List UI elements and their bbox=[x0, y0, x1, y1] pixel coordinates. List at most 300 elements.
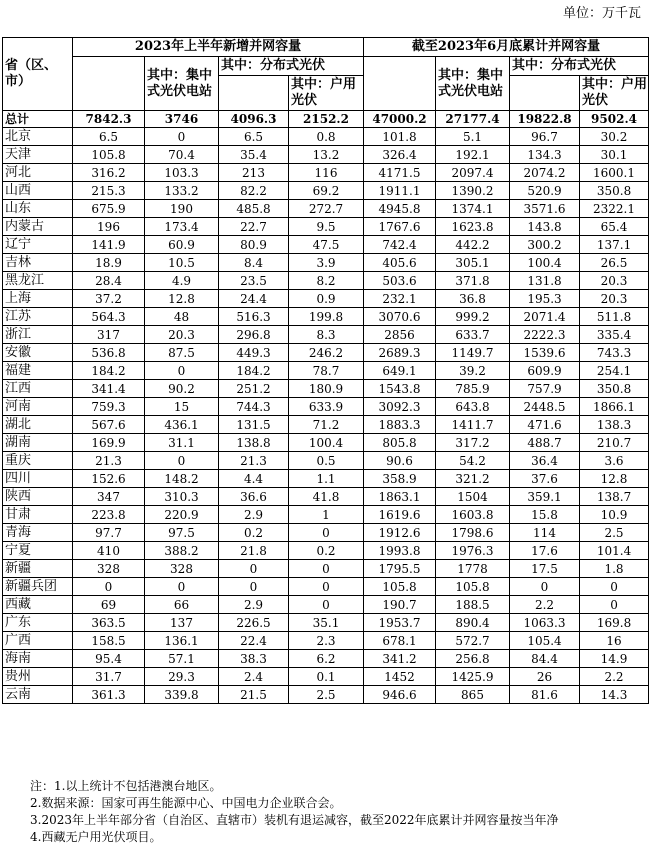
province-name: 河南 bbox=[3, 398, 73, 416]
table-row bbox=[3, 344, 649, 362]
table-cell: 47.5 bbox=[289, 236, 364, 254]
total-cell: 47000.2 bbox=[364, 111, 436, 128]
table-row bbox=[3, 632, 649, 650]
table-cell: 0 bbox=[145, 578, 219, 596]
table-cell: 134.3 bbox=[510, 146, 580, 164]
table-cell: 1149.7 bbox=[436, 344, 510, 362]
table-cell: 317.2 bbox=[436, 434, 510, 452]
total-cell: 4096.3 bbox=[219, 111, 289, 128]
table-cell: 649.1 bbox=[364, 362, 436, 380]
table-cell: 101.4 bbox=[580, 542, 649, 560]
table-cell: 0.8 bbox=[289, 128, 364, 146]
table-cell: 326.4 bbox=[364, 146, 436, 164]
table-cell: 0 bbox=[145, 452, 219, 470]
table-row bbox=[3, 506, 649, 524]
table-cell: 184.2 bbox=[73, 362, 145, 380]
table-cell: 220.9 bbox=[145, 506, 219, 524]
table-row bbox=[3, 146, 649, 164]
total-cell: 9502.4 bbox=[580, 111, 649, 128]
table-cell: 100.4 bbox=[510, 254, 580, 272]
table-cell: 190 bbox=[145, 200, 219, 218]
table-cell: 8.2 bbox=[289, 272, 364, 290]
table-cell: 1063.3 bbox=[510, 614, 580, 632]
table-cell: 254.1 bbox=[580, 362, 649, 380]
table-cell: 36.8 bbox=[436, 290, 510, 308]
table-cell: 316.2 bbox=[73, 164, 145, 182]
table-row bbox=[3, 614, 649, 632]
table-cell: 5.1 bbox=[436, 128, 510, 146]
header-cum-household: 其中：户用光伏 bbox=[580, 76, 649, 111]
table-cell: 2322.1 bbox=[580, 200, 649, 218]
table-cell: 0.1 bbox=[289, 668, 364, 686]
table-cell: 2689.3 bbox=[364, 344, 436, 362]
table-cell: 1504 bbox=[436, 488, 510, 506]
table-cell: 131.8 bbox=[510, 272, 580, 290]
table-cell: 0.2 bbox=[219, 524, 289, 542]
table-cell: 328 bbox=[145, 560, 219, 578]
table-cell: 192.1 bbox=[436, 146, 510, 164]
table-cell: 223.8 bbox=[73, 506, 145, 524]
table-cell: 341.4 bbox=[73, 380, 145, 398]
table-cell: 2222.3 bbox=[510, 326, 580, 344]
table-cell: 361.3 bbox=[73, 686, 145, 704]
table-cell: 2.2 bbox=[580, 668, 649, 686]
table-row bbox=[3, 668, 649, 686]
table-cell: 31.7 bbox=[73, 668, 145, 686]
table-cell: 65.4 bbox=[580, 218, 649, 236]
table-cell: 20.3 bbox=[145, 326, 219, 344]
table-cell: 37.2 bbox=[73, 290, 145, 308]
table-cell: 0 bbox=[580, 596, 649, 614]
table-cell: 350.8 bbox=[580, 182, 649, 200]
province-name: 黑龙江 bbox=[3, 272, 73, 290]
table-cell: 4945.8 bbox=[364, 200, 436, 218]
table-cell: 2097.4 bbox=[436, 164, 510, 182]
table-cell: 757.9 bbox=[510, 380, 580, 398]
province-name: 吉林 bbox=[3, 254, 73, 272]
table-cell: 251.2 bbox=[219, 380, 289, 398]
table-cell: 1767.6 bbox=[364, 218, 436, 236]
table-cell: 1911.1 bbox=[364, 182, 436, 200]
table-cell: 96.7 bbox=[510, 128, 580, 146]
table-cell: 87.5 bbox=[145, 344, 219, 362]
table-cell: 4171.5 bbox=[364, 164, 436, 182]
table-cell: 520.9 bbox=[510, 182, 580, 200]
table-row bbox=[3, 380, 649, 398]
table-cell: 180.9 bbox=[289, 380, 364, 398]
table-cell: 6.2 bbox=[289, 650, 364, 668]
province-name: 内蒙古 bbox=[3, 218, 73, 236]
table-cell: 363.5 bbox=[73, 614, 145, 632]
footnote: 4.西藏无户用光伏项目。 bbox=[30, 830, 162, 844]
table-cell: 410 bbox=[73, 542, 145, 560]
table-cell: 1883.3 bbox=[364, 416, 436, 434]
header-cum-centralized: 其中：集中式光伏电站 bbox=[436, 57, 510, 111]
table-cell: 358.9 bbox=[364, 470, 436, 488]
table-cell: 2.5 bbox=[289, 686, 364, 704]
table-cell: 946.6 bbox=[364, 686, 436, 704]
table-cell: 36.4 bbox=[510, 452, 580, 470]
table-cell: 15 bbox=[145, 398, 219, 416]
table-cell: 2.5 bbox=[580, 524, 649, 542]
table-cell: 1411.7 bbox=[436, 416, 510, 434]
footnote: 2.数据来源：国家可再生能源中心、中国电力企业联合会。 bbox=[30, 796, 342, 810]
table-cell: 0 bbox=[145, 362, 219, 380]
header-new-distributed: 其中：分布式光伏 bbox=[219, 57, 364, 76]
table-cell: 57.1 bbox=[145, 650, 219, 668]
table-cell: 35.4 bbox=[219, 146, 289, 164]
province-name: 江苏 bbox=[3, 308, 73, 326]
header-cum-total bbox=[364, 57, 436, 111]
table-cell: 60.9 bbox=[145, 236, 219, 254]
table-cell: 54.2 bbox=[436, 452, 510, 470]
table-cell: 2.9 bbox=[219, 596, 289, 614]
table-cell: 6.5 bbox=[73, 128, 145, 146]
table-cell: 184.2 bbox=[219, 362, 289, 380]
table-cell: 196 bbox=[73, 218, 145, 236]
table-cell: 6.5 bbox=[219, 128, 289, 146]
table-cell: 22.4 bbox=[219, 632, 289, 650]
total-row bbox=[3, 111, 649, 128]
table-cell: 2.4 bbox=[219, 668, 289, 686]
table-cell: 17.5 bbox=[510, 560, 580, 578]
table-cell: 572.7 bbox=[436, 632, 510, 650]
table-row bbox=[3, 650, 649, 668]
province-name: 广西 bbox=[3, 632, 73, 650]
table-cell: 38.3 bbox=[219, 650, 289, 668]
header-new-total bbox=[73, 57, 145, 111]
table-cell: 138.3 bbox=[580, 416, 649, 434]
table-cell: 759.3 bbox=[73, 398, 145, 416]
table-cell: 78.7 bbox=[289, 362, 364, 380]
province-name: 湖南 bbox=[3, 434, 73, 452]
province-name: 江西 bbox=[3, 380, 73, 398]
table-cell: 442.2 bbox=[436, 236, 510, 254]
table-cell: 232.1 bbox=[364, 290, 436, 308]
total-label: 总计 bbox=[3, 111, 73, 128]
table-cell: 865 bbox=[436, 686, 510, 704]
table-cell: 567.6 bbox=[73, 416, 145, 434]
table-cell: 0 bbox=[289, 578, 364, 596]
table-cell: 21.8 bbox=[219, 542, 289, 560]
table-cell: 17.6 bbox=[510, 542, 580, 560]
table-cell: 1778 bbox=[436, 560, 510, 578]
table-cell: 226.5 bbox=[219, 614, 289, 632]
table-cell: 195.3 bbox=[510, 290, 580, 308]
table-cell: 1866.1 bbox=[580, 398, 649, 416]
table-cell: 1.8 bbox=[580, 560, 649, 578]
table-cell: 2071.4 bbox=[510, 308, 580, 326]
table-cell: 215.3 bbox=[73, 182, 145, 200]
table-cell: 21.3 bbox=[219, 452, 289, 470]
table-cell: 69.2 bbox=[289, 182, 364, 200]
header-new-household: 其中：户用光伏 bbox=[289, 76, 364, 111]
table-row bbox=[3, 434, 649, 452]
table-cell: 37.6 bbox=[510, 470, 580, 488]
table-cell: 100.4 bbox=[289, 434, 364, 452]
table-cell: 14.9 bbox=[580, 650, 649, 668]
province-name: 北京 bbox=[3, 128, 73, 146]
table-cell: 16 bbox=[580, 632, 649, 650]
table-cell: 3070.6 bbox=[364, 308, 436, 326]
table-cell: 4.4 bbox=[219, 470, 289, 488]
table-cell: 890.4 bbox=[436, 614, 510, 632]
table-cell: 136.1 bbox=[145, 632, 219, 650]
table-cell: 138.7 bbox=[580, 488, 649, 506]
table-cell: 328 bbox=[73, 560, 145, 578]
table-cell: 1600.1 bbox=[580, 164, 649, 182]
total-cell: 2152.2 bbox=[289, 111, 364, 128]
table-cell: 21.5 bbox=[219, 686, 289, 704]
table-cell: 0 bbox=[289, 596, 364, 614]
table-row bbox=[3, 218, 649, 236]
province-name: 甘肃 bbox=[3, 506, 73, 524]
table-cell: 335.4 bbox=[580, 326, 649, 344]
table-row bbox=[3, 290, 649, 308]
table-cell: 103.3 bbox=[145, 164, 219, 182]
table-cell: 14.3 bbox=[580, 686, 649, 704]
table-row bbox=[3, 470, 649, 488]
table-cell: 1452 bbox=[364, 668, 436, 686]
table-cell: 675.9 bbox=[73, 200, 145, 218]
table-cell: 1425.9 bbox=[436, 668, 510, 686]
table-cell: 95.4 bbox=[73, 650, 145, 668]
table-cell: 742.4 bbox=[364, 236, 436, 254]
table-cell: 296.8 bbox=[219, 326, 289, 344]
table-row bbox=[3, 398, 649, 416]
table-cell: 199.8 bbox=[289, 308, 364, 326]
table-cell: 2.9 bbox=[219, 506, 289, 524]
table-cell: 41.8 bbox=[289, 488, 364, 506]
table-cell: 0 bbox=[510, 578, 580, 596]
table-cell: 81.6 bbox=[510, 686, 580, 704]
table-cell: 105.8 bbox=[73, 146, 145, 164]
table-cell: 488.7 bbox=[510, 434, 580, 452]
table-cell: 131.5 bbox=[219, 416, 289, 434]
table-cell: 633.7 bbox=[436, 326, 510, 344]
table-cell: 133.2 bbox=[145, 182, 219, 200]
header-cum-distributed: 其中：分布式光伏 bbox=[510, 57, 649, 76]
table-cell: 511.8 bbox=[580, 308, 649, 326]
total-cell: 19822.8 bbox=[510, 111, 580, 128]
table-cell: 371.8 bbox=[436, 272, 510, 290]
table-cell: 999.2 bbox=[436, 308, 510, 326]
table-cell: 633.9 bbox=[289, 398, 364, 416]
province-name: 贵州 bbox=[3, 668, 73, 686]
table-cell: 69 bbox=[73, 596, 145, 614]
province-name: 安徽 bbox=[3, 344, 73, 362]
table-cell: 0 bbox=[73, 578, 145, 596]
table-cell: 20.3 bbox=[580, 272, 649, 290]
table-row bbox=[3, 596, 649, 614]
table-cell: 449.3 bbox=[219, 344, 289, 362]
table-cell: 138.8 bbox=[219, 434, 289, 452]
table-cell: 536.8 bbox=[73, 344, 145, 362]
table-cell: 785.9 bbox=[436, 380, 510, 398]
table-cell: 97.5 bbox=[145, 524, 219, 542]
table-cell: 2856 bbox=[364, 326, 436, 344]
table-cell: 105.4 bbox=[510, 632, 580, 650]
table-cell: 485.8 bbox=[219, 200, 289, 218]
province-name: 河北 bbox=[3, 164, 73, 182]
table-cell: 350.8 bbox=[580, 380, 649, 398]
table-cell: 114 bbox=[510, 524, 580, 542]
table-cell: 23.5 bbox=[219, 272, 289, 290]
table-cell: 0.5 bbox=[289, 452, 364, 470]
table-cell: 28.4 bbox=[73, 272, 145, 290]
table-cell: 35.1 bbox=[289, 614, 364, 632]
table-cell: 1976.3 bbox=[436, 542, 510, 560]
table-cell: 26.5 bbox=[580, 254, 649, 272]
table-row bbox=[3, 488, 649, 506]
total-cell: 27177.4 bbox=[436, 111, 510, 128]
table-cell: 12.8 bbox=[145, 290, 219, 308]
table-row bbox=[3, 686, 649, 704]
table-cell: 3571.6 bbox=[510, 200, 580, 218]
table-cell: 471.6 bbox=[510, 416, 580, 434]
table-cell: 90.6 bbox=[364, 452, 436, 470]
province-name: 青海 bbox=[3, 524, 73, 542]
table-row bbox=[3, 560, 649, 578]
province-name: 四川 bbox=[3, 470, 73, 488]
table-row bbox=[3, 542, 649, 560]
table-cell: 2.2 bbox=[510, 596, 580, 614]
table-cell: 2.3 bbox=[289, 632, 364, 650]
table-cell: 1374.1 bbox=[436, 200, 510, 218]
table-cell: 2074.2 bbox=[510, 164, 580, 182]
province-name: 湖北 bbox=[3, 416, 73, 434]
header-new-capacity: 2023年上半年新增并网容量 bbox=[73, 38, 364, 57]
table-cell: 48 bbox=[145, 308, 219, 326]
table-cell: 22.7 bbox=[219, 218, 289, 236]
table-cell: 405.6 bbox=[364, 254, 436, 272]
table-cell: 3.9 bbox=[289, 254, 364, 272]
table-cell: 8.4 bbox=[219, 254, 289, 272]
table-cell: 256.8 bbox=[436, 650, 510, 668]
province-name: 海南 bbox=[3, 650, 73, 668]
table-row bbox=[3, 236, 649, 254]
province-name: 新疆兵团 bbox=[3, 578, 73, 596]
table-cell: 341.2 bbox=[364, 650, 436, 668]
province-name: 天津 bbox=[3, 146, 73, 164]
footnote: 3.2023年上半年部分省（自治区、直辖市）装机有退运减容，截至2022年底累计并网容量按当年净 bbox=[30, 813, 559, 827]
table-cell: 743.3 bbox=[580, 344, 649, 362]
table-cell: 272.7 bbox=[289, 200, 364, 218]
table-row bbox=[3, 452, 649, 470]
pv-capacity-table bbox=[2, 37, 649, 704]
table-cell: 1543.8 bbox=[364, 380, 436, 398]
table-cell: 70.4 bbox=[145, 146, 219, 164]
table-cell: 71.2 bbox=[289, 416, 364, 434]
table-cell: 300.2 bbox=[510, 236, 580, 254]
table-cell: 169.8 bbox=[580, 614, 649, 632]
table-cell: 190.7 bbox=[364, 596, 436, 614]
table-cell: 173.4 bbox=[145, 218, 219, 236]
table-cell: 10.5 bbox=[145, 254, 219, 272]
table-cell: 29.3 bbox=[145, 668, 219, 686]
table-cell: 359.1 bbox=[510, 488, 580, 506]
table-cell: 1539.6 bbox=[510, 344, 580, 362]
province-name: 新疆 bbox=[3, 560, 73, 578]
table-cell: 143.8 bbox=[510, 218, 580, 236]
table-row bbox=[3, 578, 649, 596]
table-cell: 0.2 bbox=[289, 542, 364, 560]
table-cell: 347 bbox=[73, 488, 145, 506]
table-row bbox=[3, 308, 649, 326]
total-cell: 7842.3 bbox=[73, 111, 145, 128]
header-province: 省（区、市） bbox=[3, 38, 73, 111]
table-cell: 82.2 bbox=[219, 182, 289, 200]
table-cell: 1 bbox=[289, 506, 364, 524]
table-cell: 1390.2 bbox=[436, 182, 510, 200]
province-name: 重庆 bbox=[3, 452, 73, 470]
table-cell: 39.2 bbox=[436, 362, 510, 380]
table-cell: 15.8 bbox=[510, 506, 580, 524]
table-cell: 388.2 bbox=[145, 542, 219, 560]
table-cell: 1.1 bbox=[289, 470, 364, 488]
province-name: 陕西 bbox=[3, 488, 73, 506]
table-cell: 21.3 bbox=[73, 452, 145, 470]
table-cell: 24.4 bbox=[219, 290, 289, 308]
table-cell: 0 bbox=[145, 128, 219, 146]
table-cell: 210.7 bbox=[580, 434, 649, 452]
table-cell: 0 bbox=[580, 578, 649, 596]
table-cell: 744.3 bbox=[219, 398, 289, 416]
table-cell: 516.3 bbox=[219, 308, 289, 326]
table-cell: 0.9 bbox=[289, 290, 364, 308]
table-cell: 436.1 bbox=[145, 416, 219, 434]
table-cell: 137.1 bbox=[580, 236, 649, 254]
table-row bbox=[3, 182, 649, 200]
table-cell: 339.8 bbox=[145, 686, 219, 704]
table-cell: 1798.6 bbox=[436, 524, 510, 542]
table-cell: 10.9 bbox=[580, 506, 649, 524]
table-cell: 9.5 bbox=[289, 218, 364, 236]
table-row bbox=[3, 200, 649, 218]
table-cell: 12.8 bbox=[580, 470, 649, 488]
header-cumulative-capacity: 截至2023年6月底累计并网容量 bbox=[364, 38, 649, 57]
table-row bbox=[3, 326, 649, 344]
table-cell: 101.8 bbox=[364, 128, 436, 146]
table-row bbox=[3, 272, 649, 290]
table-cell: 105.8 bbox=[436, 578, 510, 596]
province-name: 广东 bbox=[3, 614, 73, 632]
table-cell: 321.2 bbox=[436, 470, 510, 488]
table-cell: 317 bbox=[73, 326, 145, 344]
province-name: 浙江 bbox=[3, 326, 73, 344]
table-cell: 158.5 bbox=[73, 632, 145, 650]
table-cell: 80.9 bbox=[219, 236, 289, 254]
province-name: 山西 bbox=[3, 182, 73, 200]
table-cell: 148.2 bbox=[145, 470, 219, 488]
header-cum-distributed-total bbox=[510, 76, 580, 111]
table-cell: 1619.6 bbox=[364, 506, 436, 524]
table-cell: 8.3 bbox=[289, 326, 364, 344]
table-cell: 31.1 bbox=[145, 434, 219, 452]
footnotes bbox=[30, 778, 559, 846]
header-new-distributed-total bbox=[219, 76, 289, 111]
table-row bbox=[3, 362, 649, 380]
table-cell: 152.6 bbox=[73, 470, 145, 488]
table-cell: 18.9 bbox=[73, 254, 145, 272]
table-row bbox=[3, 164, 649, 182]
table-cell: 20.3 bbox=[580, 290, 649, 308]
province-name: 宁夏 bbox=[3, 542, 73, 560]
table-cell: 84.4 bbox=[510, 650, 580, 668]
table-cell: 564.3 bbox=[73, 308, 145, 326]
table-cell: 116 bbox=[289, 164, 364, 182]
province-name: 辽宁 bbox=[3, 236, 73, 254]
